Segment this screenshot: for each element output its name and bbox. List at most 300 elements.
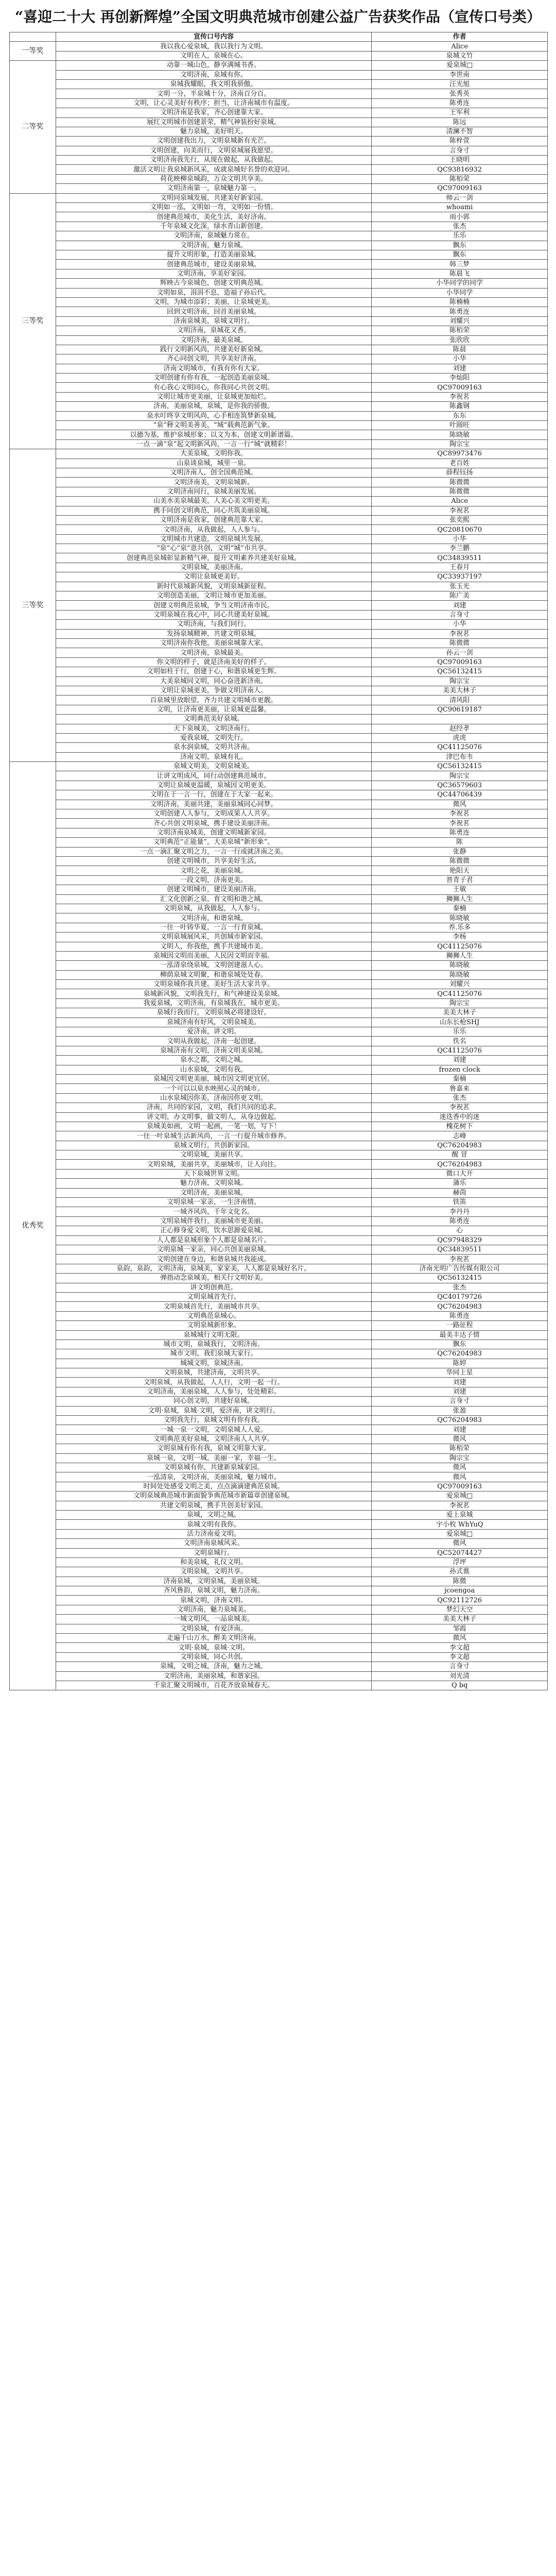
table-row: [10, 364, 548, 373]
table-row: [10, 156, 548, 165]
author-cell: 张杰: [372, 1283, 548, 1292]
author-cell: jcoengoa: [372, 1586, 548, 1596]
author-cell: 鲁嘉来: [372, 1084, 548, 1093]
slogan-cell: 讲文明创典范。: [56, 1283, 372, 1292]
table-row: [10, 222, 548, 231]
slogan-cell: 一点一滴汇聚文明之力，一言一行成就济南之美。: [56, 847, 372, 856]
table-row: [10, 1264, 548, 1273]
slogan-cell: 山水泉城，文明有我。: [56, 1065, 372, 1074]
awards-table-body: [10, 32, 548, 1690]
author-cell: 李祝茗: [372, 506, 548, 515]
slogan-cell: 文明济南，从我做起，人人参与。: [56, 525, 372, 534]
table-row: [10, 1615, 548, 1624]
table-row: [10, 1216, 548, 1226]
author-cell: QC97009163: [372, 184, 548, 193]
author-cell: 李世南: [372, 70, 548, 79]
author-cell: 小华同学的同学: [372, 279, 548, 288]
table-row: [10, 1539, 548, 1548]
author-cell: QC41125076: [372, 989, 548, 998]
table-row: [10, 1245, 548, 1255]
table-row: [10, 79, 548, 89]
table-row: [10, 534, 548, 544]
slogan-cell: 魅力泉城，美好明天。: [56, 127, 372, 136]
table-row: [10, 847, 548, 856]
table-row: [10, 1453, 548, 1463]
author-cell: 陈勇连: [372, 307, 548, 316]
table-row: [10, 1274, 548, 1283]
author-cell: 李祝茗: [372, 1501, 548, 1510]
author-cell: 陈鑫钢: [372, 402, 548, 411]
author-cell: 迷迭香中的迷: [372, 1112, 548, 1122]
slogan-cell: 文明济南第一，泉城魅力第一。: [56, 184, 372, 193]
slogan-cell: 泉城我耀眼，我文明我骄傲。: [56, 79, 372, 89]
table-row: [10, 657, 548, 667]
author-cell: 爱泉城□: [372, 61, 548, 70]
slogan-cell: 城市文明，我们泉城大家行。: [56, 1349, 372, 1359]
table-row: [10, 1387, 548, 1396]
slogan-cell: 文明泉城伴我行，美丽城市更美丽。: [56, 1216, 372, 1226]
slogan-cell: 文明济南人，创全国典范城。: [56, 468, 372, 477]
table-row: [10, 715, 548, 724]
table-row: [10, 1605, 548, 1614]
table-row: [10, 819, 548, 828]
slogan-cell: 和美泉城，礼仪文明。: [56, 1557, 372, 1567]
table-row: [10, 1643, 548, 1652]
author-cell: 一路征程: [372, 1321, 548, 1330]
author-cell: QC36579603: [372, 781, 548, 790]
slogan-cell: 文明济南，美丽共建，美丽泉城同心同梦。: [56, 800, 372, 809]
author-cell: 陶宗宝: [372, 771, 548, 781]
slogan-cell: 文明济南，和谐泉城。: [56, 913, 372, 923]
slogan-cell: 齐风鲁韵，泉城文明，魅力济南。: [56, 1586, 372, 1596]
author-cell: 刘建: [372, 1056, 548, 1065]
slogan-cell: 创建文明城市，建设美丽济南。: [56, 885, 372, 894]
slogan-cell: 弹指动念泉城美，相关行文明好美。: [56, 1274, 372, 1283]
author-cell: Alice: [372, 497, 548, 506]
slogan-cell: 文明济南，泉城有你。: [56, 70, 372, 79]
author-cell: 叶圆旺: [372, 421, 548, 430]
table-row: [10, 212, 548, 222]
slogan-cell: 文明让泉城更温暖，泉城因文明更美。: [56, 781, 372, 790]
table-row: [10, 743, 548, 752]
author-cell: 言身寸: [372, 1397, 548, 1406]
author-cell: 老百姓: [372, 459, 548, 468]
slogan-cell: 文明济南，最美泉城。: [56, 335, 372, 345]
slogan-cell: 济南文明，泉城有礼。: [56, 752, 372, 761]
slogan-cell: 让讲文明成风，同行动创建典范城市。: [56, 771, 372, 781]
table-row: [10, 1179, 548, 1188]
table-row: [10, 459, 548, 468]
author-cell: 刘建: [372, 364, 548, 373]
slogan-cell: 泉城济南有文明，济南文明美泉城。: [56, 1046, 372, 1055]
author-cell: 王军利: [372, 108, 548, 117]
table-row: [10, 790, 548, 800]
author-cell: QC76204983: [372, 1160, 548, 1169]
table-row: [10, 421, 548, 430]
table-row: [10, 165, 548, 174]
slogan-cell: 山美水美泉城最美，人美心美文明更美。: [56, 497, 372, 506]
author-cell: QC40179726: [372, 1292, 548, 1301]
table-row: [10, 1131, 548, 1141]
table-row: [10, 250, 548, 259]
slogan-cell: 柳荫泉城文明聚，和谐泉城处处春。: [56, 970, 372, 979]
table-row: [10, 279, 548, 288]
header-slogan: 宣传口号内容: [56, 32, 372, 42]
author-cell: 微风: [372, 1539, 548, 1548]
table-row: [10, 1397, 548, 1406]
slogan-cell: 千泉汇聚文明城市，百花齐放泉城春天。: [56, 1681, 372, 1690]
author-cell: 李丹丹: [372, 1207, 548, 1216]
slogan-cell: 天下泉城世界文明。: [56, 1169, 372, 1178]
slogan-cell: 正心修身爱文明，饮水思源爱泉城。: [56, 1226, 372, 1235]
slogan-cell: 文明之花，美丽泉城。: [56, 866, 372, 875]
table-row: [10, 1671, 548, 1681]
table-row: [10, 752, 548, 761]
slogan-cell: 一点一滴“泉”起文明新风尚，一言一行“城”就精彩！: [56, 439, 372, 449]
slogan-cell: 辉映古今泉城色，创建文明典范城。: [56, 279, 372, 288]
table-row: [10, 146, 548, 155]
table-row: [10, 781, 548, 790]
table-row: [10, 856, 548, 866]
author-cell: 王晓明: [372, 156, 548, 165]
table-row: [10, 42, 548, 51]
author-cell: QC52074427: [372, 1548, 548, 1557]
table-row: [10, 1529, 548, 1538]
author-cell: 飘东: [372, 241, 548, 250]
table-row: [10, 629, 548, 638]
slogan-cell: 文明泉城首先行。: [56, 1292, 372, 1301]
slogan-cell: 文明泉城在我心中，同心共建美好泉城。: [56, 610, 372, 619]
slogan-cell: 文明济南你我他，美丽泉城靠大家。: [56, 639, 372, 648]
table-row: [10, 809, 548, 819]
author-cell: 韩三梦: [372, 260, 548, 269]
slogan-cell: 泉城新风貌，文明我先行，和气神建设美泉城。: [56, 989, 372, 998]
author-cell: QC97009163: [372, 1482, 548, 1491]
slogan-cell: 大美泉城同文明，同心奋进新济南。: [56, 676, 372, 686]
table-row: [10, 193, 548, 202]
table-row: [10, 1311, 548, 1320]
table-row: [10, 1492, 548, 1501]
table-row: [10, 676, 548, 686]
author-cell: 陈晓敏: [372, 961, 548, 970]
slogan-cell: 文明在人，泉城在心。: [56, 51, 372, 60]
table-row: [10, 89, 548, 98]
author-cell: QC97009163: [372, 657, 548, 667]
author-cell: QC97009163: [372, 383, 548, 392]
award-category: 三等奖: [10, 193, 56, 449]
author-cell: 济南光明广告传媒有限公司: [372, 1264, 548, 1273]
table-row: [10, 582, 548, 591]
author-cell: Alice: [372, 42, 548, 51]
table-row: [10, 1557, 548, 1567]
slogan-cell: 泉城城行文明无限。: [56, 1330, 372, 1340]
slogan-cell: 文明让城市更美丽，让泉城更加灿烂。: [56, 392, 372, 401]
table-row: [10, 1596, 548, 1605]
table-row: [10, 1292, 548, 1301]
table-row: [10, 1567, 548, 1577]
table-row: [10, 1577, 548, 1586]
slogan-cell: 文明济南美，文明泉城新。: [56, 478, 372, 487]
author-cell: 张欣欣: [372, 335, 548, 345]
table-row: [10, 1520, 548, 1529]
slogan-cell: 文明泉城，同心共创。: [56, 1652, 372, 1662]
slogan-cell: 文明创建，向美而行，文明泉城展我愿望。: [56, 146, 372, 155]
author-cell: 宇小枚 WhYuQ: [372, 1520, 548, 1529]
author-cell: 微风: [372, 1634, 548, 1643]
table-row: [10, 402, 548, 411]
slogan-cell: 文明，让心灵美好有秩序；担当，让济南城市有温度。: [56, 98, 372, 108]
slogan-cell: 文明泉城，从我做起，人人行，文明一起一行。: [56, 1378, 372, 1387]
slogan-cell: 文明济南，与我们同行。: [56, 620, 372, 629]
slogan-cell: 城城文明，泉城济南。: [56, 1359, 372, 1368]
table-row: [10, 572, 548, 582]
author-cell: 陈微微: [372, 478, 548, 487]
slogan-cell: 提升文明形象，打造美丽泉城。: [56, 250, 372, 259]
table-row: [10, 838, 548, 847]
slogan-cell: 文明济南，魅力泉城。: [56, 241, 372, 250]
author-cell: 美美大林子: [372, 686, 548, 695]
slogan-cell: 文明典范美好泉城。: [56, 715, 372, 724]
table-row: [10, 961, 548, 970]
author-cell: QC56132415: [372, 762, 548, 771]
slogan-cell: 文明创建有你有我，一起创造美丽泉城。: [56, 374, 372, 383]
table-row: [10, 241, 548, 250]
table-row: [10, 506, 548, 515]
author-cell: 养.乐多: [372, 923, 548, 932]
author-cell: 乐乐: [372, 231, 548, 241]
slogan-cell: 文明济南，享美好家园。: [56, 269, 372, 278]
slogan-cell: 一个可以以泉水映照心灵的城市。: [56, 1084, 372, 1093]
table-row: [10, 117, 548, 127]
author-cell: 李祝茗: [372, 809, 548, 819]
table-row: [10, 1472, 548, 1482]
author-cell: 陈远: [372, 117, 548, 127]
table-row: [10, 696, 548, 705]
header-author: 作者: [372, 32, 548, 42]
table-row: [10, 1112, 548, 1122]
table-row: [10, 591, 548, 601]
table-row: [10, 942, 548, 951]
author-cell: 言身寸: [372, 1662, 548, 1671]
slogan-cell: 文明典范美好泉城，文明济南人人共享。: [56, 1434, 372, 1444]
table-row: [10, 563, 548, 572]
table-row: [10, 1074, 548, 1083]
author-cell: 微口大开: [372, 1169, 548, 1178]
slogan-cell: 荷花映柳泉城韵，万众文明共享美。: [56, 174, 372, 183]
table-row: [10, 497, 548, 506]
author-cell: 最美丰达子情: [372, 1330, 548, 1340]
table-row: [10, 1235, 548, 1245]
slogan-cell: 一泓清泉绕泉城，文明创建滋人心。: [56, 961, 372, 970]
author-cell: QC76204983: [372, 1302, 548, 1311]
slogan-cell: 泉城济南有好风，文明泉城美。: [56, 1018, 372, 1027]
table-row: [10, 639, 548, 648]
slogan-cell: 文明在于一言一行，创建在于大家一起来。: [56, 790, 372, 800]
author-cell: 汪光旭: [372, 79, 548, 89]
slogan-cell: 新时代泉城新风貌，文明泉城新征程。: [56, 582, 372, 591]
table-row: [10, 1037, 548, 1046]
author-cell: 爱上泉城: [372, 1510, 548, 1519]
table-row: [10, 487, 548, 496]
slogan-cell: 一段文明，济南更美。: [56, 875, 372, 885]
slogan-cell: 泉城行我而行，文明泉城必将建设好。: [56, 1008, 372, 1018]
table-row: [10, 411, 548, 420]
table-row: [10, 724, 548, 733]
author-cell: 小华: [372, 354, 548, 364]
slogan-cell: 城市文明，泉城我行，文明济南。: [56, 1340, 372, 1349]
author-cell: 陈婷: [372, 1359, 548, 1368]
slogan-cell: 文明创建在身边，和谐泉城共我能成。: [56, 1255, 372, 1264]
table-row: [10, 989, 548, 998]
author-cell: 微风: [372, 800, 548, 809]
table-row: [10, 316, 548, 326]
slogan-cell: 泉城文明有我你。: [56, 1520, 372, 1529]
document-title: “喜迎二十大 再创新辉煌”全国文明典范城市创建公益广告获奖作品（宣传口号类）: [15, 8, 541, 25]
author-cell: 张盈: [372, 1406, 548, 1415]
table-row: [10, 1501, 548, 1510]
author-cell: 李祝茗: [372, 392, 548, 401]
author-cell: 刘建: [372, 1425, 548, 1434]
table-row: [10, 1321, 548, 1330]
table-row: [10, 203, 548, 212]
slogan-cell: 文明泉城有你，共建新泉城家园。: [56, 1463, 372, 1472]
table-row: [10, 1330, 548, 1340]
author-cell: 张奕熙: [372, 515, 548, 524]
author-cell: 李祝茗: [372, 819, 548, 828]
table-row: [10, 98, 548, 108]
slogan-cell: 文明济南我先行，从现在做起，从我做起。: [56, 156, 372, 165]
table-row: [10, 1359, 548, 1368]
table-row: [10, 307, 548, 316]
author-cell: 泉城文竹: [372, 51, 548, 60]
author-cell: 清澜不智: [372, 127, 548, 136]
slogan-cell: 创建典范泉城彰显新精气神，提升文明素养共建美好泉城。: [56, 553, 372, 563]
slogan-cell: 济南文明城市，有我有你有大家。: [56, 364, 372, 373]
author-cell: 晋青子君: [372, 875, 548, 885]
slogan-cell: 爱济南，讲文明。: [56, 1027, 372, 1037]
author-cell: 李祝茗: [372, 1103, 548, 1112]
table-row: [10, 904, 548, 913]
slogan-cell: 人人都是泉城形象个人都是泉城名片。: [56, 1235, 372, 1245]
author-cell: 王春月: [372, 563, 548, 572]
table-row: [10, 1084, 548, 1093]
slogan-cell: 文明泉城，从我做起，人人参与。: [56, 904, 372, 913]
author-cell: QC76204983: [372, 1349, 548, 1359]
author-cell: 铁笛: [372, 1198, 548, 1207]
author-cell: 爱泉城□: [372, 1492, 548, 1501]
author-cell: QC76204983: [372, 1416, 548, 1425]
table-row: [10, 1027, 548, 1037]
slogan-cell: 文明泉城行。: [56, 1548, 372, 1557]
slogan-cell: 文明如一泓，文明如一弯，文明如一份情。: [56, 203, 372, 212]
slogan-cell: 文明人，你我他，携手共建城市美。: [56, 942, 372, 951]
slogan-cell: 文明泉城一家亲，同心共创美丽泉城。: [56, 1245, 372, 1255]
slogan-cell: 济南泉城，文明泉城，美丽泉城。: [56, 1577, 372, 1586]
slogan-cell: 文明济南，泉城花又香。: [56, 326, 372, 335]
table-row: [10, 1188, 548, 1197]
slogan-cell: 文明典范“正能量”，大美泉城“新形象”。: [56, 838, 372, 847]
slogan-cell: 一城齐风尚，千年文化名。: [56, 1207, 372, 1216]
table-row: [10, 1586, 548, 1596]
slogan-cell: 大美泉城，文明你我。: [56, 449, 372, 459]
author-cell: 李祝茗: [372, 629, 548, 638]
author-cell: 刘建: [372, 1387, 548, 1396]
slogan-cell: 回到文明济南，回首美丽泉城。: [56, 307, 372, 316]
author-cell: QC56132415: [372, 667, 548, 676]
author-cell: QC20810670: [372, 525, 548, 534]
slogan-cell: 泉城文明行，共创新家园。: [56, 1141, 372, 1150]
author-cell: 陈广美: [372, 591, 548, 601]
slogan-cell: 泉水之都，文明之城。: [56, 1056, 372, 1065]
author-cell: 孙云一剑: [372, 648, 548, 657]
slogan-cell: 文明泉城你我共建，美好生活大家共享。: [56, 980, 372, 989]
slogan-cell: 文明如泉，涓涓不息，造福子孙后代。: [56, 288, 372, 297]
slogan-cell: “泉”释文明美善美，“城”载典范新气象。: [56, 421, 372, 430]
author-cell: QC34839511: [372, 553, 548, 563]
table-row: [10, 449, 548, 459]
author-cell: 张玉光: [372, 582, 548, 591]
table-row: [10, 345, 548, 354]
slogan-cell: 我以我心爱泉城，我以我行为文明。: [56, 42, 372, 51]
table-row: [10, 1150, 548, 1160]
slogan-cell: 讲文明，办文明事，做文明人，从身边做起。: [56, 1112, 372, 1122]
author-cell: 槐花树下: [372, 1122, 548, 1131]
table-row: [10, 913, 548, 923]
author-cell: 微风: [372, 1463, 548, 1472]
author-cell: 薛程钰扬: [372, 468, 548, 477]
author-cell: 心: [372, 1226, 548, 1235]
slogan-cell: 泉城美如画，文明一起画，一笔一划，写下！: [56, 1122, 372, 1131]
table-row: [10, 1160, 548, 1169]
slogan-cell: 泉城因文明更美丽，城市因文明更宜居。: [56, 1074, 372, 1083]
slogan-cell: 文明济南，泉城最美。: [56, 648, 372, 657]
author-cell: 微风: [372, 1472, 548, 1482]
author-cell: 陈勇连: [372, 98, 548, 108]
table-row: [10, 1122, 548, 1131]
table-row: [10, 762, 548, 771]
table-row: [10, 1681, 548, 1690]
author-cell: 陈勇连: [372, 1311, 548, 1320]
table-row: [10, 137, 548, 146]
table-row: [10, 1406, 548, 1415]
author-cell: 华同上星: [372, 1368, 548, 1378]
table-row: [10, 260, 548, 269]
slogan-cell: 文明泉城，美丽共享。: [56, 1150, 372, 1160]
author-cell: 刘建: [372, 601, 548, 610]
table-row: [10, 828, 548, 837]
table-row: [10, 1548, 548, 1557]
table-row: [10, 1368, 548, 1378]
slogan-cell: 文明济南，美丽泉城，和谐家园。: [56, 1671, 372, 1681]
slogan-cell: 文明一分，半泉城十分，济南百分百。: [56, 89, 372, 98]
author-cell: 陈微微: [372, 856, 548, 866]
table-row: [10, 430, 548, 439]
table-row: [10, 269, 548, 278]
author-cell: QC93816932: [372, 165, 548, 174]
slogan-cell: 文明泉城新形象。: [56, 1321, 372, 1330]
table-row: [10, 970, 548, 979]
table-row: [10, 610, 548, 619]
table-row: [10, 951, 548, 960]
table-row: [10, 297, 548, 307]
author-cell: QC34839511: [372, 1245, 548, 1255]
award-category: 一等奖: [10, 42, 56, 61]
author-cell: 言身寸: [372, 146, 548, 155]
author-cell: 美美大林子: [372, 1615, 548, 1624]
slogan-cell: 同心创文明，共建好泉城。: [56, 1397, 372, 1406]
author-cell: 王敏: [372, 885, 548, 894]
slogan-cell: 我爱泉城，文明济南，有泉城我在，城市更美。: [56, 998, 372, 1008]
